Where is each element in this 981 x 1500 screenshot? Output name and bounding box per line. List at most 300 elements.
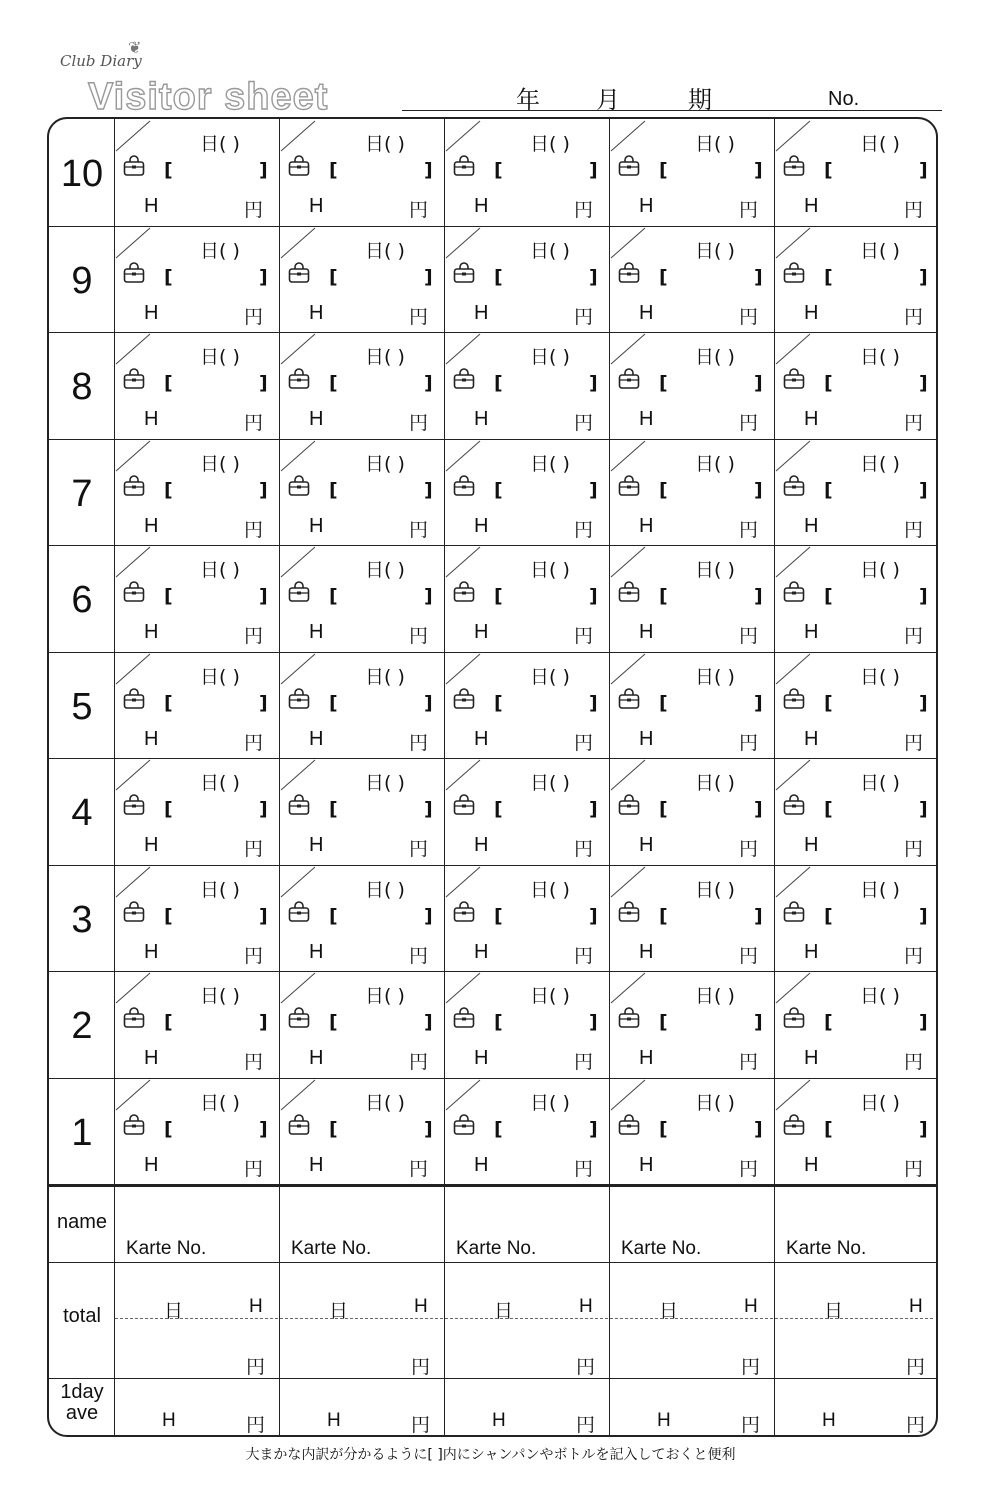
logo-text: Club Diary [60, 52, 142, 70]
day-field: 日( ) [860, 133, 900, 155]
bracket-open: [ [164, 372, 173, 394]
visit-cell[interactable] [114, 758, 279, 865]
bracket-close: ] [589, 372, 598, 394]
diagonal-mark [609, 545, 649, 579]
handbag-icon [287, 1114, 311, 1140]
period-label: 期 [688, 87, 712, 114]
visit-cell[interactable] [444, 1078, 609, 1185]
yen-unit: 円 [574, 944, 594, 967]
bracket-open: [ [164, 265, 173, 288]
yen-unit: 円 [574, 1157, 594, 1180]
visit-cell[interactable] [609, 545, 774, 652]
bracket-open: [ [824, 904, 833, 927]
visit-cell[interactable] [444, 971, 609, 1078]
day-field: 日( ) [200, 239, 240, 262]
yen-unit: 円 [409, 1051, 429, 1073]
bracket-open: [ [164, 159, 173, 181]
yen-unit: 円 [244, 625, 264, 647]
hours-unit: H [639, 195, 654, 217]
yen-unit: 円 [244, 838, 264, 860]
diagonal-mark [114, 758, 154, 792]
handbag-icon [122, 1114, 146, 1140]
bracket-open: [ [659, 478, 668, 501]
bracket-close: ] [424, 372, 433, 394]
diagonal-mark [774, 758, 814, 792]
handbag-icon [122, 155, 146, 181]
bracket-open: [ [494, 1011, 503, 1033]
diagonal-mark [774, 971, 814, 1005]
bracket-close: ] [424, 904, 433, 927]
bracket-close: ] [589, 691, 598, 714]
visit-cell[interactable] [279, 1078, 444, 1185]
yen-unit: 円 [244, 412, 264, 434]
diagonal-mark [774, 439, 814, 473]
diagonal-mark [444, 119, 484, 153]
hours-unit: H [804, 834, 819, 856]
visit-cell[interactable] [444, 758, 609, 865]
bracket-open: [ [164, 478, 173, 501]
row-number: 1 [71, 1111, 93, 1154]
bracket-close: ] [754, 904, 763, 927]
visit-cell[interactable] [114, 119, 279, 226]
yen-unit: 円 [904, 518, 924, 541]
bracket-close: ] [754, 372, 763, 394]
visit-cell[interactable] [114, 226, 279, 333]
visit-cell[interactable] [279, 119, 444, 226]
handbag-icon [287, 581, 311, 607]
handbag-icon [452, 1007, 476, 1033]
bracket-close: ] [424, 1011, 433, 1033]
handbag-icon [452, 1114, 476, 1140]
diagonal-mark [444, 652, 484, 686]
diagonal-mark [114, 226, 154, 260]
visit-cell[interactable] [444, 865, 609, 972]
hours-unit: H [639, 940, 654, 963]
bracket-open: [ [824, 265, 833, 288]
total-hours-unit: H [744, 1296, 758, 1317]
bracket-open: [ [494, 478, 503, 501]
visit-cell[interactable] [609, 332, 774, 439]
hours-unit: H [144, 1047, 159, 1069]
handbag-icon [452, 688, 476, 714]
row-number: 3 [71, 898, 93, 941]
yen-unit: 円 [904, 838, 924, 860]
ave-hours-unit: H [822, 1410, 836, 1431]
row-number: 10 [60, 153, 104, 195]
yen-unit: 円 [409, 412, 429, 434]
handbag-icon [287, 475, 311, 501]
bracket-open: [ [824, 798, 833, 820]
hours-unit: H [639, 1047, 654, 1069]
visit-cell[interactable] [279, 758, 444, 865]
yen-unit: 円 [904, 944, 924, 967]
visit-cell[interactable] [774, 758, 939, 865]
bracket-close: ] [919, 904, 928, 927]
ave-yen-unit: 円 [741, 1415, 761, 1436]
day-field: 日( ) [530, 239, 570, 262]
bracket-close: ] [589, 478, 598, 501]
ave-hours-unit: H [162, 1410, 176, 1431]
bracket-open: [ [659, 159, 668, 181]
yen-unit: 円 [739, 518, 759, 541]
day-field: 日( ) [365, 346, 405, 368]
bracket-open: [ [659, 372, 668, 394]
karte-no-label[interactable]: Karte No. [621, 1238, 702, 1259]
bracket-close: ] [589, 585, 598, 607]
hours-unit: H [804, 195, 819, 217]
yen-unit: 円 [409, 1157, 429, 1180]
visit-cell[interactable] [774, 971, 939, 1078]
hours-unit: H [309, 514, 324, 537]
yen-unit: 円 [574, 731, 594, 754]
karte-no-label[interactable]: Karte No. [126, 1238, 207, 1259]
karte-no-label[interactable]: Karte No. [456, 1238, 537, 1259]
bracket-close: ] [919, 1117, 928, 1140]
visit-cell[interactable] [774, 865, 939, 972]
hours-unit: H [639, 1153, 654, 1176]
day-field: 日( ) [860, 559, 900, 581]
bracket-close: ] [259, 1011, 268, 1033]
bracket-open: [ [329, 265, 338, 288]
bracket-close: ] [424, 798, 433, 820]
visit-cell[interactable] [279, 652, 444, 759]
bracket-close: ] [919, 1011, 928, 1033]
bracket-close: ] [259, 1117, 268, 1140]
visit-cell[interactable] [114, 545, 279, 652]
handbag-icon [452, 155, 476, 181]
yen-unit: 円 [409, 305, 429, 328]
handbag-icon [782, 1007, 806, 1033]
day-field: 日( ) [200, 452, 240, 475]
bracket-open: [ [824, 585, 833, 607]
visit-cell[interactable] [444, 439, 609, 546]
diagonal-mark [774, 865, 814, 899]
day-field: 日( ) [530, 346, 570, 368]
day-field: 日( ) [365, 772, 405, 794]
total-hours-unit: H [249, 1296, 263, 1317]
bracket-open: [ [329, 1117, 338, 1140]
yen-unit: 円 [574, 305, 594, 328]
bracket-close: ] [589, 1117, 598, 1140]
bracket-open: [ [329, 372, 338, 394]
bracket-open: [ [164, 1117, 173, 1140]
bracket-open: [ [494, 159, 503, 181]
handbag-icon [617, 475, 641, 501]
visit-cell[interactable] [609, 226, 774, 333]
handbag-icon [782, 901, 806, 927]
bracket-open: [ [659, 585, 668, 607]
diagonal-mark [114, 971, 154, 1005]
diagonal-mark [774, 1078, 814, 1112]
day-field: 日( ) [200, 559, 240, 581]
visit-cell[interactable] [774, 1078, 939, 1185]
handbag-icon [122, 901, 146, 927]
day-field: 日( ) [365, 133, 405, 155]
bracket-open: [ [824, 691, 833, 714]
yen-unit: 円 [409, 625, 429, 647]
yen-unit: 円 [574, 518, 594, 541]
handbag-icon [617, 794, 641, 820]
ave-label [50, 1382, 114, 1424]
diagonal-mark [609, 971, 649, 1005]
day-field: 日( ) [365, 452, 405, 475]
handbag-icon [617, 901, 641, 927]
visit-cell[interactable] [279, 971, 444, 1078]
karte-no-label[interactable]: Karte No. [291, 1238, 372, 1259]
bracket-close: ] [259, 159, 268, 181]
bracket-open: [ [824, 478, 833, 501]
total-day-unit: 日 [824, 1301, 844, 1322]
yen-unit: 円 [904, 1157, 924, 1180]
day-field: 日( ) [860, 346, 900, 368]
visit-cell[interactable] [774, 332, 939, 439]
yen-unit: 円 [574, 412, 594, 434]
hours-unit: H [474, 940, 489, 963]
total-day-unit: 日 [659, 1301, 679, 1322]
visit-cell[interactable] [609, 758, 774, 865]
bracket-open: [ [164, 798, 173, 820]
handbag-icon [452, 901, 476, 927]
diagonal-mark [444, 226, 484, 260]
hours-unit: H [309, 1047, 324, 1069]
bracket-close: ] [754, 691, 763, 714]
ave-label-line1: 1day [60, 1381, 104, 1403]
day-field: 日( ) [860, 239, 900, 262]
bracket-open: [ [494, 1117, 503, 1140]
handbag-icon [617, 155, 641, 181]
diagonal-mark [279, 1078, 319, 1112]
handbag-icon [122, 688, 146, 714]
hours-unit: H [474, 301, 489, 324]
karte-no-label[interactable]: Karte No. [786, 1238, 867, 1259]
diagonal-mark [774, 332, 814, 366]
total-label: total [63, 1305, 101, 1327]
total-yen-unit: 円 [906, 1357, 926, 1378]
visit-cell[interactable] [609, 439, 774, 546]
yen-unit: 円 [739, 731, 759, 754]
bracket-open: [ [329, 691, 338, 714]
bracket-open: [ [824, 1117, 833, 1140]
day-field: 日( ) [200, 985, 240, 1007]
hours-unit: H [144, 514, 159, 537]
visit-cell[interactable] [774, 439, 939, 546]
bracket-close: ] [424, 585, 433, 607]
day-field: 日( ) [860, 452, 900, 475]
yen-unit: 円 [244, 1157, 264, 1180]
diagonal-mark [279, 758, 319, 792]
yen-unit: 円 [739, 838, 759, 860]
year-label: 年 [516, 87, 540, 114]
handbag-icon [122, 581, 146, 607]
yen-unit: 円 [904, 305, 924, 328]
diagonal-mark [114, 439, 154, 473]
bracket-open: [ [494, 904, 503, 927]
bracket-open: [ [329, 478, 338, 501]
handbag-icon [287, 1007, 311, 1033]
day-field: 日( ) [530, 985, 570, 1007]
yen-unit: 円 [409, 838, 429, 860]
visit-cell[interactable] [774, 652, 939, 759]
visit-cell[interactable] [279, 439, 444, 546]
visit-cell[interactable] [774, 226, 939, 333]
hours-unit: H [639, 621, 654, 643]
yen-unit: 円 [904, 1051, 924, 1073]
total-hours-unit: H [414, 1296, 428, 1317]
bracket-open: [ [164, 691, 173, 714]
bracket-open: [ [329, 585, 338, 607]
visit-cell[interactable] [609, 652, 774, 759]
hours-unit: H [474, 727, 489, 750]
visit-cell[interactable] [444, 119, 609, 226]
diagonal-mark [609, 226, 649, 260]
diagonal-mark [444, 332, 484, 366]
visit-cell[interactable] [609, 971, 774, 1078]
yen-unit: 円 [739, 1157, 759, 1180]
name-label: name [56, 1211, 108, 1233]
diagonal-mark [609, 652, 649, 686]
handbag-icon [452, 581, 476, 607]
yen-unit: 円 [244, 305, 264, 328]
handbag-icon [287, 794, 311, 820]
bracket-open: [ [824, 159, 833, 181]
visit-cell[interactable] [114, 1078, 279, 1185]
row-number: 9 [71, 259, 93, 302]
hours-unit: H [474, 834, 489, 856]
yen-unit: 円 [409, 199, 429, 221]
visit-cell[interactable] [444, 545, 609, 652]
diagonal-mark [114, 652, 154, 686]
visit-cell[interactable] [114, 652, 279, 759]
diagonal-mark [774, 226, 814, 260]
diagonal-mark [114, 332, 154, 366]
hours-unit: H [309, 195, 324, 217]
bracket-close: ] [259, 478, 268, 501]
bracket-close: ] [589, 798, 598, 820]
bracket-open: [ [494, 798, 503, 820]
day-field: 日( ) [695, 665, 735, 688]
diagonal-mark [609, 758, 649, 792]
hours-unit: H [804, 301, 819, 324]
day-field: 日( ) [860, 665, 900, 688]
ave-hours-unit: H [327, 1410, 341, 1431]
handbag-icon [122, 794, 146, 820]
diagonal-mark [609, 439, 649, 473]
handbag-icon [287, 688, 311, 714]
visit-cell[interactable] [609, 119, 774, 226]
visit-cell[interactable] [279, 865, 444, 972]
handbag-icon [617, 581, 641, 607]
day-field: 日( ) [695, 772, 735, 794]
hours-unit: H [309, 1153, 324, 1176]
hours-unit: H [144, 834, 159, 856]
ave-yen-unit: 円 [411, 1415, 431, 1436]
hours-unit: H [639, 408, 654, 430]
hours-unit: H [474, 408, 489, 430]
diagonal-mark [114, 119, 154, 153]
hours-unit: H [144, 940, 159, 963]
diagonal-mark [279, 545, 319, 579]
day-field: 日( ) [530, 878, 570, 901]
hours-unit: H [474, 1153, 489, 1176]
handbag-icon [122, 475, 146, 501]
handbag-icon [782, 581, 806, 607]
month-label: 月 [596, 87, 620, 114]
hours-unit: H [804, 940, 819, 963]
yen-unit: 円 [244, 944, 264, 967]
visit-cell[interactable] [774, 119, 939, 226]
visit-cell[interactable] [114, 971, 279, 1078]
yen-unit: 円 [244, 731, 264, 754]
handbag-icon [122, 1007, 146, 1033]
day-field: 日( ) [530, 559, 570, 581]
visit-cell[interactable] [279, 332, 444, 439]
handbag-icon [452, 262, 476, 288]
yen-unit: 円 [739, 625, 759, 647]
day-field: 日( ) [530, 1091, 570, 1114]
visit-cell[interactable] [609, 865, 774, 972]
visit-cell[interactable] [609, 1078, 774, 1185]
hours-unit: H [639, 834, 654, 856]
hours-unit: H [144, 195, 159, 217]
handbag-icon [617, 688, 641, 714]
hours-unit: H [144, 1153, 159, 1176]
diagonal-mark [444, 439, 484, 473]
visit-cell[interactable] [114, 439, 279, 546]
day-field: 日( ) [200, 133, 240, 155]
visit-cell[interactable] [114, 865, 279, 972]
day-field: 日( ) [365, 985, 405, 1007]
diagonal-mark [444, 545, 484, 579]
hours-unit: H [474, 514, 489, 537]
total-day-unit: 日 [494, 1301, 514, 1322]
visit-cell[interactable] [444, 332, 609, 439]
visit-cell[interactable] [774, 545, 939, 652]
bracket-close: ] [259, 904, 268, 927]
handbag-icon [782, 794, 806, 820]
row-number: 7 [71, 472, 93, 515]
bracket-close: ] [919, 585, 928, 607]
total-yen-unit: 円 [246, 1357, 266, 1378]
hours-unit: H [804, 727, 819, 750]
diagonal-mark [774, 545, 814, 579]
yen-unit: 円 [244, 199, 264, 221]
yen-unit: 円 [739, 199, 759, 221]
day-field: 日( ) [695, 878, 735, 901]
visit-cell[interactable] [279, 226, 444, 333]
handbag-icon [782, 1114, 806, 1140]
hours-unit: H [804, 1047, 819, 1069]
visit-cell[interactable] [444, 652, 609, 759]
bracket-close: ] [259, 585, 268, 607]
bracket-close: ] [259, 372, 268, 394]
bracket-open: [ [164, 904, 173, 927]
bracket-open: [ [659, 798, 668, 820]
yen-unit: 円 [409, 518, 429, 541]
yen-unit: 円 [904, 731, 924, 754]
diagonal-mark [114, 545, 154, 579]
visit-cell[interactable] [444, 226, 609, 333]
hours-unit: H [639, 514, 654, 537]
visit-cell[interactable] [114, 332, 279, 439]
day-field: 日( ) [365, 239, 405, 262]
bracket-open: [ [659, 904, 668, 927]
row-number: 6 [71, 579, 93, 621]
day-field: 日( ) [860, 1091, 900, 1114]
bracket-close: ] [754, 1117, 763, 1140]
bracket-open: [ [494, 691, 503, 714]
hours-unit: H [804, 408, 819, 430]
visit-cell[interactable] [279, 545, 444, 652]
